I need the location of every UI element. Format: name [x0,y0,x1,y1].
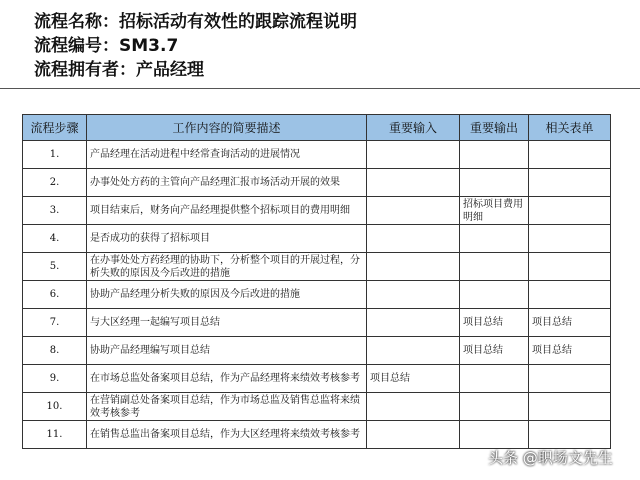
input-cell [367,253,460,281]
table-row [23,225,611,253]
form-cell: 项目总结 [529,337,611,365]
step-cell: 1. [23,141,87,169]
input-cell [367,197,460,225]
col-header-description: 工作内容的简要描述 [87,115,367,141]
process-owner: 流程拥有者：产品经理 [34,60,204,80]
input-cell [367,141,460,169]
col-header-forms: 相关表单 [529,115,611,141]
description-cell: 在销售总监出备案项目总结，作为大区经理将来绩效考核参考 [87,421,367,449]
input-cell [367,309,460,337]
description-cell: 项目结束后，财务向产品经理提供整个招标项目的费用明细 [87,197,367,225]
description-cell: 产品经理在活动进程中经常查询活动的进展情况 [87,141,367,169]
input-cell [367,225,460,253]
table-row [23,393,611,421]
form-cell [529,197,611,225]
col-header-output: 重要输出 [460,115,529,141]
table-row [23,197,611,225]
description-cell: 是否成功的获得了招标项目 [87,225,367,253]
step-cell: 3. [23,197,87,225]
step-cell: 4. [23,225,87,253]
form-cell [529,141,611,169]
description-cell: 协助产品经理编写项目总结 [87,337,367,365]
output-cell [460,421,529,449]
header-divider [0,88,640,89]
col-header-step: 流程步骤 [23,115,87,141]
input-cell: 项目总结 [367,365,460,393]
table-row [23,421,611,449]
output-cell [460,169,529,197]
step-cell: 5. [23,253,87,281]
input-cell [367,281,460,309]
form-cell [529,225,611,253]
process-table [22,114,611,449]
col-header-input: 重要输入 [367,115,460,141]
output-cell [460,141,529,169]
table-row [23,253,611,281]
output-cell: 项目总结 [460,337,529,365]
form-cell [529,281,611,309]
step-cell: 2. [23,169,87,197]
watermark: 头条 @职场文先生 [488,449,613,467]
output-cell [460,365,529,393]
process-code: 流程编号：SM3.7 [34,36,179,56]
table-row [23,281,611,309]
input-cell [367,393,460,421]
form-cell: 项目总结 [529,309,611,337]
process-header [34,10,357,82]
input-cell [367,337,460,365]
output-cell [460,281,529,309]
output-cell [460,225,529,253]
description-cell: 与大区经理一起编写项目总结 [87,309,367,337]
step-cell: 7. [23,309,87,337]
table-row [23,309,611,337]
description-cell: 在营销副总处备案项目总结，作为市场总监及销售总监将来绩效考核参考 [87,393,367,421]
output-cell [460,253,529,281]
form-cell [529,253,611,281]
input-cell [367,421,460,449]
table-row [23,169,611,197]
form-cell [529,421,611,449]
form-cell [529,365,611,393]
step-cell: 8. [23,337,87,365]
step-cell: 10. [23,393,87,421]
step-cell: 9. [23,365,87,393]
output-cell: 招标项目费用明细 [460,197,529,225]
form-cell [529,169,611,197]
table-body [23,141,611,449]
description-cell: 在市场总监处备案项目总结，作为产品经理将来绩效考核参考 [87,365,367,393]
description-cell: 在办事处处方药经理的协助下，分析整个项目的开展过程，分析失败的原因及今后改进的措施 [87,253,367,281]
step-cell: 6. [23,281,87,309]
output-cell [460,393,529,421]
table-row [23,365,611,393]
description-cell: 办事处处方药的主管向产品经理汇报市场活动开展的效果 [87,169,367,197]
table-row [23,141,611,169]
step-cell: 11. [23,421,87,449]
description-cell: 协助产品经理分析失败的原因及今后改进的措施 [87,281,367,309]
table-header-row [23,115,611,141]
output-cell: 项目总结 [460,309,529,337]
table-row [23,337,611,365]
input-cell [367,169,460,197]
process-name: 流程名称：招标活动有效性的跟踪流程说明 [34,12,357,32]
form-cell [529,393,611,421]
